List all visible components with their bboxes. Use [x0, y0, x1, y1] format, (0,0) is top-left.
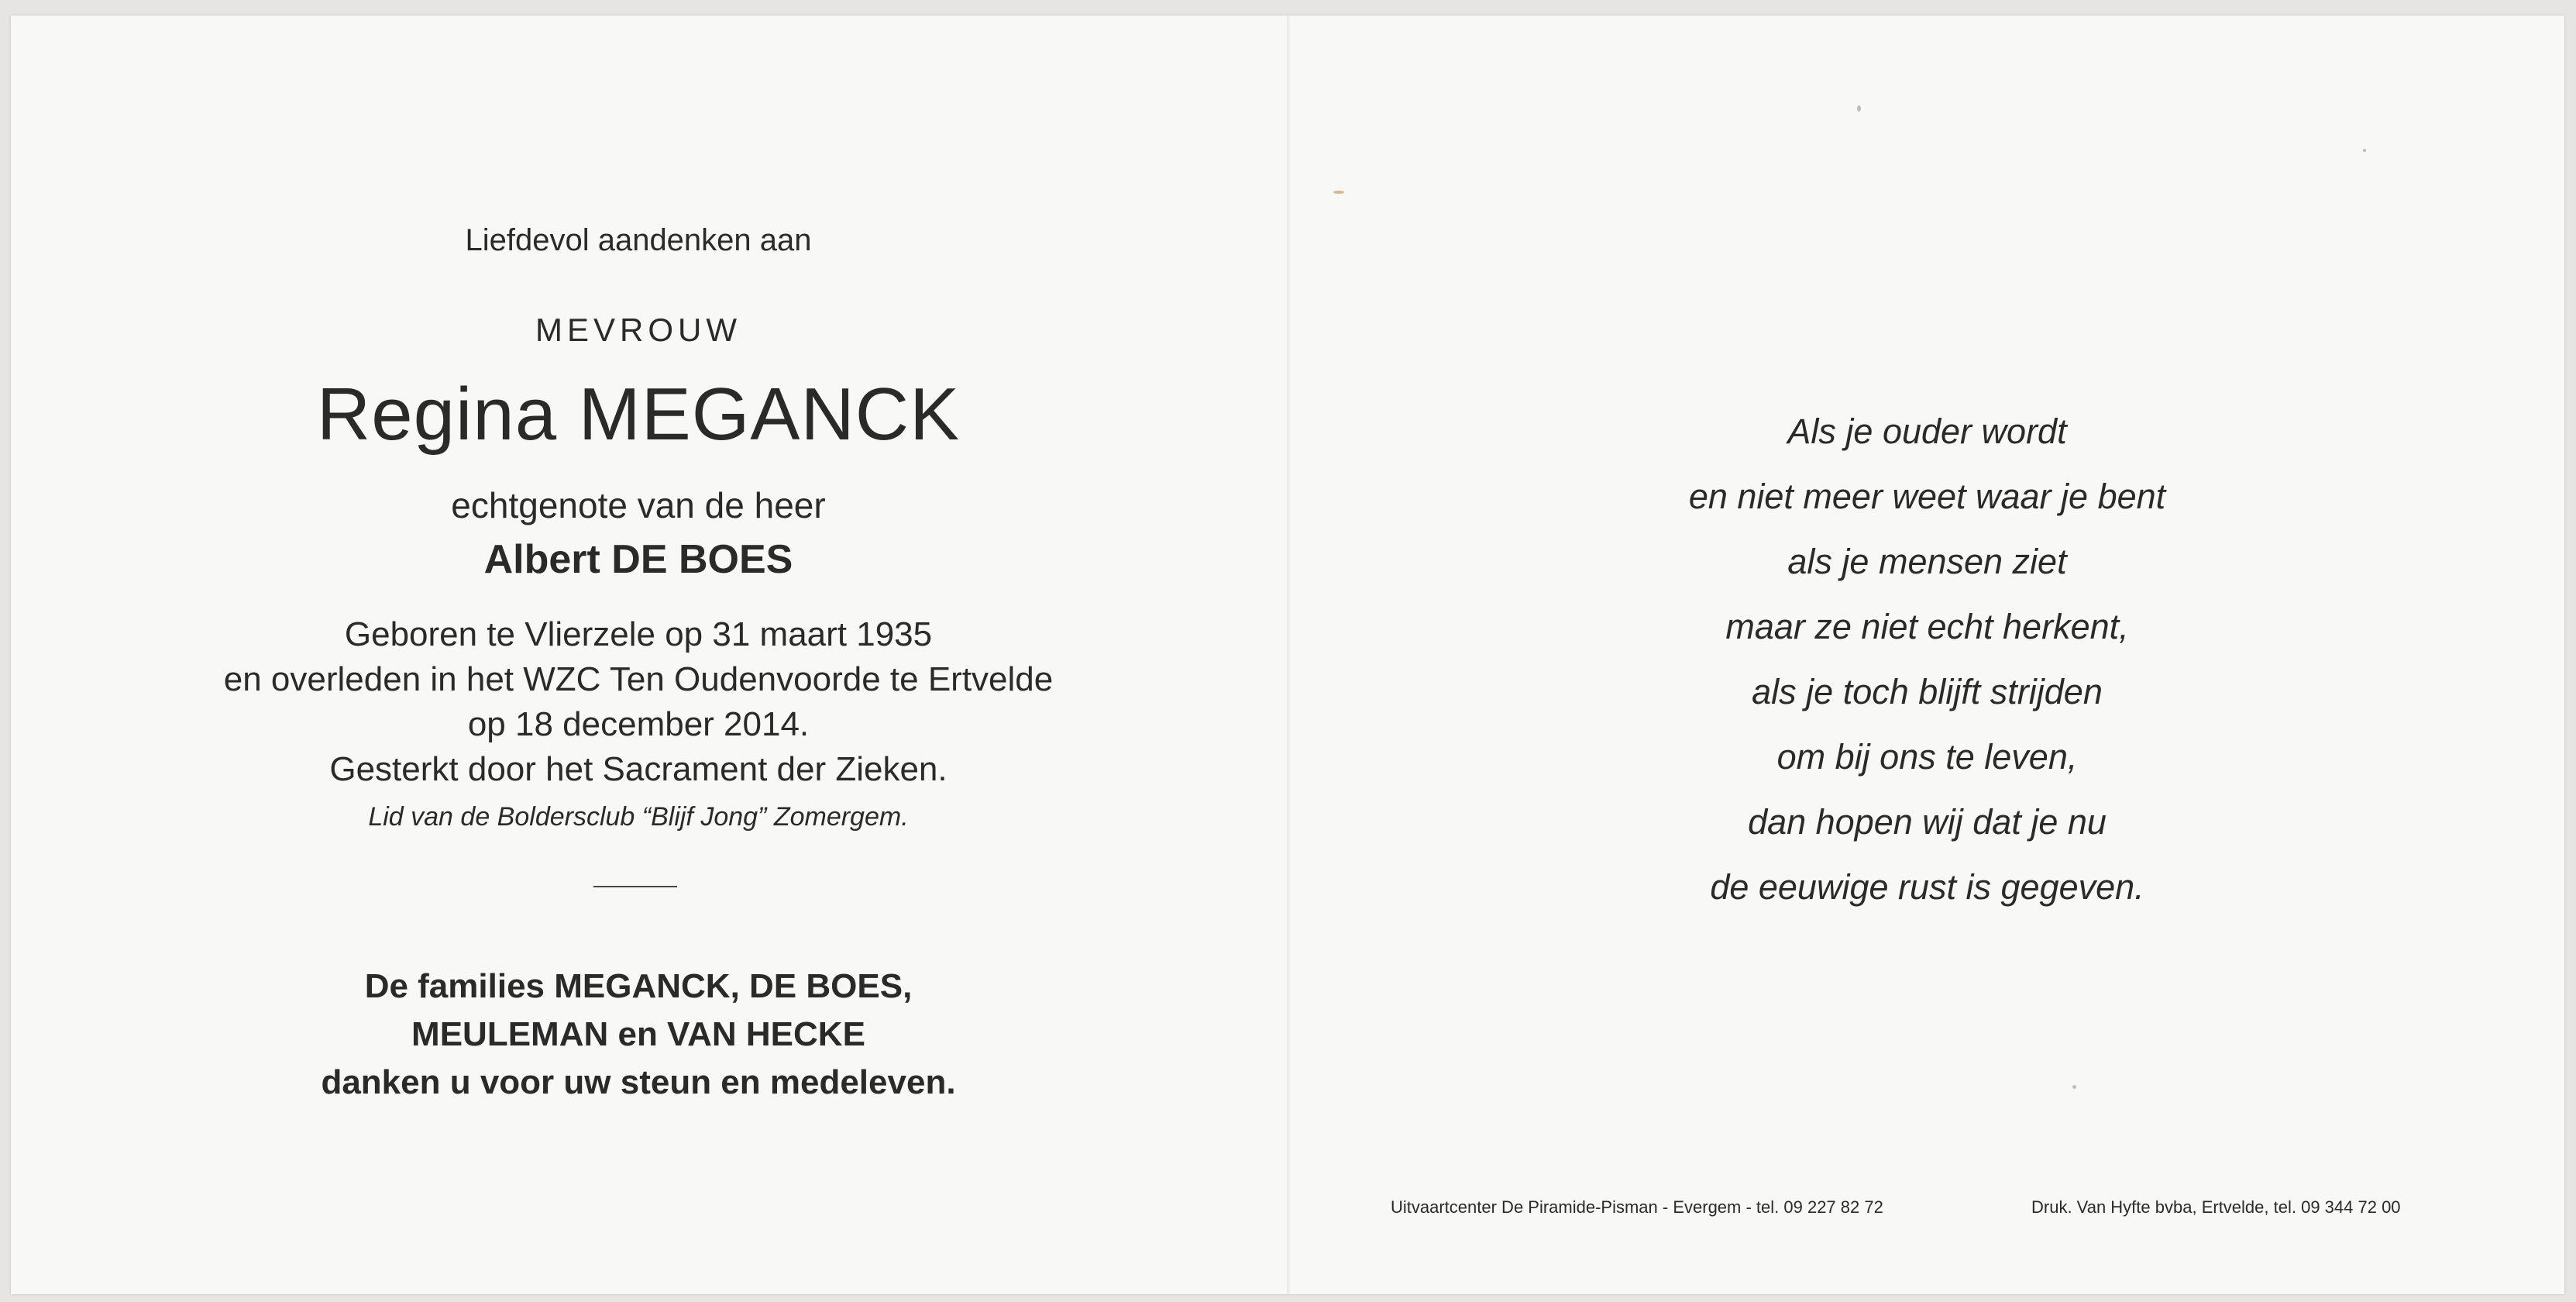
honorific-title: MEVROUW [535, 312, 741, 348]
bio-line: Geboren te Vlierzele op 31 maart 1935 [344, 615, 933, 653]
poem-line: de eeuwige rust is gegeven. [1710, 867, 2144, 907]
funeral-home-credit: Uitvaartcenter De Piramide-Pisman - Evergem - tel. 09 227 82 72 [1391, 1197, 1883, 1217]
poem [1290, 399, 2564, 920]
paper-speck [2363, 149, 2366, 152]
families-line: danken u voor uw steun en medeleven. [321, 1063, 956, 1101]
printer-credit: Druk. Van Hyfte bvba, Ertvelde, tel. 09 344 72 00 [2031, 1197, 2401, 1217]
paper-speck [1857, 105, 1861, 112]
spouse-intro: echtgenote van de heer [451, 485, 826, 525]
left-panel [11, 16, 1287, 1294]
families-line: MEULEMAN en VAN HECKE [411, 1015, 865, 1053]
families-thanks [11, 963, 1266, 1107]
paper-speck [1333, 191, 1344, 194]
poem-line: als je toch blijft strijden [1752, 672, 2103, 711]
families-line: De families MEGANCK, DE BOES, [364, 967, 913, 1005]
bio-line: en overleden in het WZC Ten Oudenvoorde te Ertvelde [223, 660, 1054, 698]
intro-text: Liefdevol aandenken aan [465, 223, 812, 257]
poem-line: maar ze niet echt herkent, [1725, 607, 2129, 646]
spouse-name: Albert DE BOES [483, 537, 793, 582]
separator-line [593, 886, 677, 887]
right-panel [1290, 16, 2564, 1294]
biography [11, 612, 1266, 792]
memorial-card [11, 16, 2564, 1294]
poem-line: Als je ouder wordt [1787, 412, 2067, 451]
deceased-name: Regina MEGANCK [316, 373, 961, 456]
bio-line: op 18 december 2014. [467, 705, 810, 743]
poem-line: dan hopen wij dat je nu [1748, 802, 2107, 842]
club-membership: Lid van de Boldersclub “Blijf Jong” Zomergem. [368, 802, 909, 832]
poem-line: om bij ons te leven, [1776, 737, 2078, 777]
poem-line: en niet meer weet waar je bent [1688, 477, 2166, 516]
poem-line: als je mensen ziet [1787, 542, 2067, 581]
paper-speck [2072, 1085, 2076, 1089]
bio-line: Gesterkt door het Sacrament der Zieken. [329, 750, 948, 788]
